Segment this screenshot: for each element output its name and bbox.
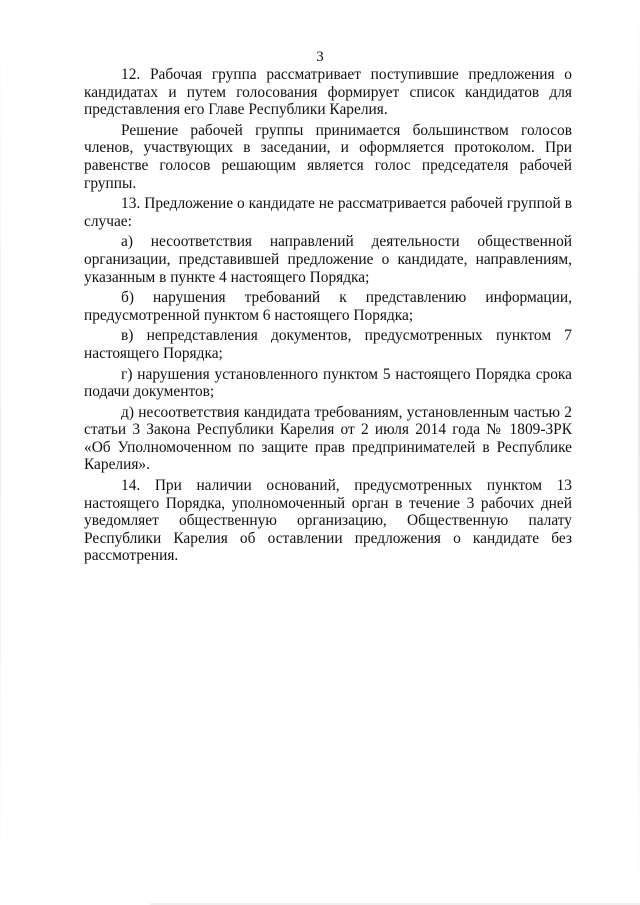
paragraph-13-v: в) непредставления документов, предусмотренных пунктом 7 настоящего Порядка;: [84, 327, 572, 362]
paragraph-13-a: а) несоответствия направлений деятельности общественной организации, представившей предложение о кандидате, направлениям, указанным в пункте 4 настоящего Порядка;: [84, 233, 572, 286]
paragraph-decision: Решение рабочей группы принимается большинством голосов членов, участвующих в заседании, и оформляется протоколом. При равенстве голосов решающим является голос председателя рабочей группы.: [84, 121, 572, 192]
document-body: [84, 66, 572, 565]
paragraph-13-d: д) несоответствия кандидата требованиям, установленным частью 2 статьи 3 Закона Республики Карелия от 2 июля 2014 года № 1809-ЗРК «Об Уполномоченном по защите прав предпринимателей в Республике Карелия».: [84, 403, 572, 474]
paragraph-14: 14. При наличии оснований, предусмотренных пунктом 13 настоящего Порядка, уполномоченный орган в течение 3 рабочих дней уведомляет общественную организацию, Общественную палату Республики Карелия об оставлении предложения о кандидате без рассмотрения.: [84, 477, 572, 565]
paragraph-13-g: г) нарушения установленного пунктом 5 настоящего Порядка срока подачи документов;: [84, 365, 572, 401]
scan-edge-left: [0, 0, 1, 905]
paragraph-13-b: б) нарушения требований к представлению информации, предусмотренной пунктом 6 настоящего Порядка;: [84, 289, 572, 324]
page-number: 3: [316, 49, 324, 65]
paragraph-12: 12. Рабочая группа рассматривает поступившие предложения о кандидатах и путем голосования формирует список кандидатов для представления его Главе Республики Карелия.: [84, 66, 572, 119]
paragraph-13: 13. Предложение о кандидате не рассматривается рабочей группой в случае:: [84, 195, 572, 230]
